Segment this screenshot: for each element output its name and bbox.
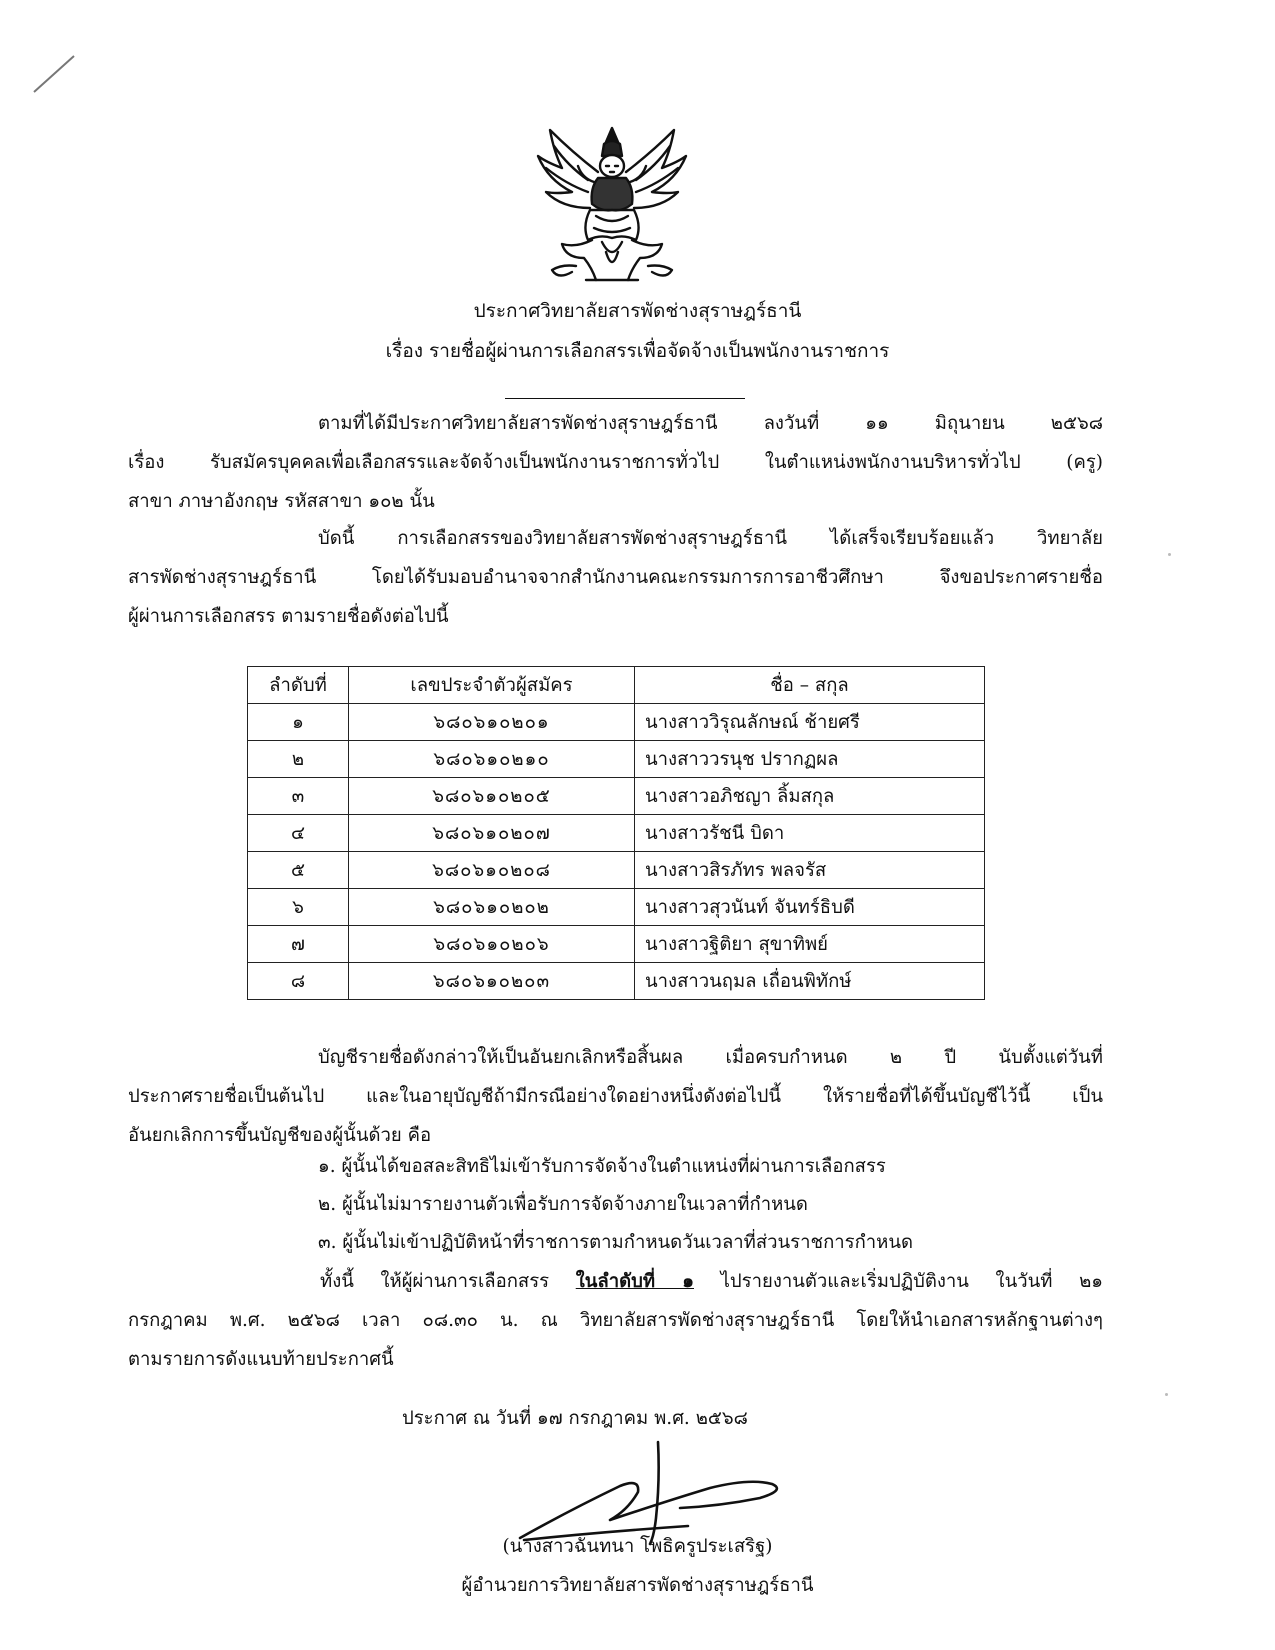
row-order: ๔ [248,815,349,852]
report-line-2: กรกฎาคม พ.ศ. ๒๕๖๘ เวลา ๐๘.๓๐ น. ณ วิทยาลัยสารพัดช่างสุราษฎร์ธานี โดยให้นำเอกสารหลักฐานต่างๆ [128,1310,1103,1331]
table-header-row [248,667,985,704]
announce-line-2: สารพัดช่างสุราษฎร์ธานี โดยได้รับมอบอำนาจจากสำนักงานคณะกรรมการการอาชีวศึกษา จึงขอประกาศรายชื่อ [128,567,1103,588]
validity-line-1: บัญชีรายชื่อดังกล่าวให้เป็นอันยกเลิกหรือสิ้นผล เมื่อครบกำหนด ๒ ปี นับตั้งแต่วันที่ [318,1047,1103,1068]
announce-paragraph [128,519,1103,636]
row-applicant-id: ๖๘๐๖๑๐๒๐๑ [349,704,635,741]
report-line-1-emphasis: ในลำดับที่ ๑ [575,1271,694,1292]
validity-line-2: ประกาศรายชื่อเป็นต้นไป และในอายุบัญชีถ้ามีกรณีอย่างใดอย่างหนึ่งดังต่อไปนี้ ให้รายชื่อที่ได้ขึ้นบัญชีไว้นี้ เป็น [128,1086,1103,1107]
row-applicant-id: ๖๘๐๖๑๐๒๑๐ [349,741,635,778]
intro-line-1: ตามที่ได้มีประกาศวิทยาลัยสารพัดช่างสุราษฎร์ธานี ลงวันที่ ๑๑ มิถุนายน ๒๕๖๘ [318,413,1103,434]
header-full-name: ชื่อ – สกุล [635,667,985,704]
row-full-name: นางสาวฐิติยา สุขาทิพย์ [635,926,985,963]
table-row [248,926,985,963]
row-order: ๕ [248,852,349,889]
row-order: ๖ [248,889,349,926]
report-line-1-post: ไปรายงานตัวและเริ่มปฏิบัติงาน ในวันที่ ๒๑ [694,1271,1104,1292]
garuda-emblem-icon [532,122,692,290]
row-order: ๗ [248,926,349,963]
announce-line-1: บัดนี้ การเลือกสรรของวิทยาลัยสารพัดช่างสุราษฎร์ธานี ได้เสร็จเรียบร้อยแล้ว วิทยาลัย [318,528,1103,549]
table-row [248,778,985,815]
row-order: ๘ [248,963,349,1000]
pen-stroke-mark [30,50,80,100]
table-row [248,704,985,741]
report-paragraph [128,1262,1103,1379]
condition-item-2: ๒. ผู้นั้นไม่มารายงานตัวเพื่อรับการจัดจ้างภายในเวลาที่กำหนด [318,1194,808,1215]
row-order: ๓ [248,778,349,815]
row-full-name: นางสาววรนุช ปรากฏผล [635,741,985,778]
condition-item-1: ๑. ผู้นั้นได้ขอสละสิทธิไม่เข้ารับการจัดจ้างในตำแหน่งที่ผ่านการเลือกสรร [318,1156,886,1177]
row-full-name: นางสาววิรุณลักษณ์ ช้ายศรี [635,704,985,741]
intro-paragraph [128,404,1103,521]
signer-position: ผู้อำนวยการวิทยาลัยสารพัดช่างสุราษฎร์ธานี [461,1575,814,1596]
announcement-subject: เรื่อง รายชื่อผู้ผ่านการเลือกสรรเพื่อจัดจ้างเป็นพนักงานราชการ [385,340,890,362]
table-row [248,889,985,926]
row-order: ๑ [248,704,349,741]
row-applicant-id: ๖๘๐๖๑๐๒๐๗ [349,815,635,852]
announcement-title: ประกาศวิทยาลัยสารพัดช่างสุราษฎร์ธานี [473,300,802,322]
table-row [248,815,985,852]
header-order: ลำดับที่ [248,667,349,704]
scan-speck [1165,1393,1168,1396]
signer-name: (นางสาวฉันทนา โพธิครูประเสริฐ) [502,1536,773,1557]
report-line-1-pre: ทั้งนี้ ให้ผู้ผ่านการเลือกสรร [320,1271,576,1292]
row-full-name: นางสาวสิรภัทร พลจรัส [635,852,985,889]
validity-line-3: อันยกเลิกการขึ้นบัญชีของผู้นั้นด้วย คือ [128,1125,432,1146]
scan-speck [1168,553,1171,556]
row-full-name: นางสาวรัชนี บิดา [635,815,985,852]
intro-line-2: เรื่อง รับสมัครบุคคลเพื่อเลือกสรรและจัดจ้างเป็นพนักงานราชการทั่วไป ในตำแหน่งพนักงานบริหารทั่วไป (ครู) [128,452,1103,473]
header-applicant-id: เลขประจำตัวผู้สมัคร [349,667,635,704]
table-row [248,963,985,1000]
row-applicant-id: ๖๘๐๖๑๐๒๐๓ [349,963,635,1000]
row-order: ๒ [248,741,349,778]
table-row [248,852,985,889]
announcement-date: ประกาศ ณ วันที่ ๑๗ กรกฎาคม พ.ศ. ๒๕๖๘ [402,1408,748,1429]
condition-item-3: ๓. ผู้นั้นไม่เข้าปฏิบัติหน้าที่ราชการตามกำหนดวันเวลาที่ส่วนราชการกำหนด [318,1232,914,1253]
row-full-name: นางสาวนฤมล เถื่อนพิทักษ์ [635,963,985,1000]
title-underline [505,398,745,399]
row-applicant-id: ๖๘๐๖๑๐๒๐๖ [349,926,635,963]
row-full-name: นางสาวอภิชญา ลิ้มสกุล [635,778,985,815]
applicants-table [247,666,985,1000]
row-applicant-id: ๖๘๐๖๑๐๒๐๒ [349,889,635,926]
row-full-name: นางสาวสุวนันท์ จันทร์ธิบดี [635,889,985,926]
table-row [248,741,985,778]
validity-paragraph [128,1038,1103,1155]
report-line-3: ตามรายการดังแนบท้ายประกาศนี้ [128,1349,394,1370]
row-applicant-id: ๖๘๐๖๑๐๒๐๘ [349,852,635,889]
row-applicant-id: ๖๘๐๖๑๐๒๐๕ [349,778,635,815]
announce-line-3: ผู้ผ่านการเลือกสรร ตามรายชื่อดังต่อไปนี้ [128,606,449,627]
intro-line-3: สาขา ภาษาอังกฤษ รหัสสาขา ๑๐๒ นั้น [128,491,435,512]
